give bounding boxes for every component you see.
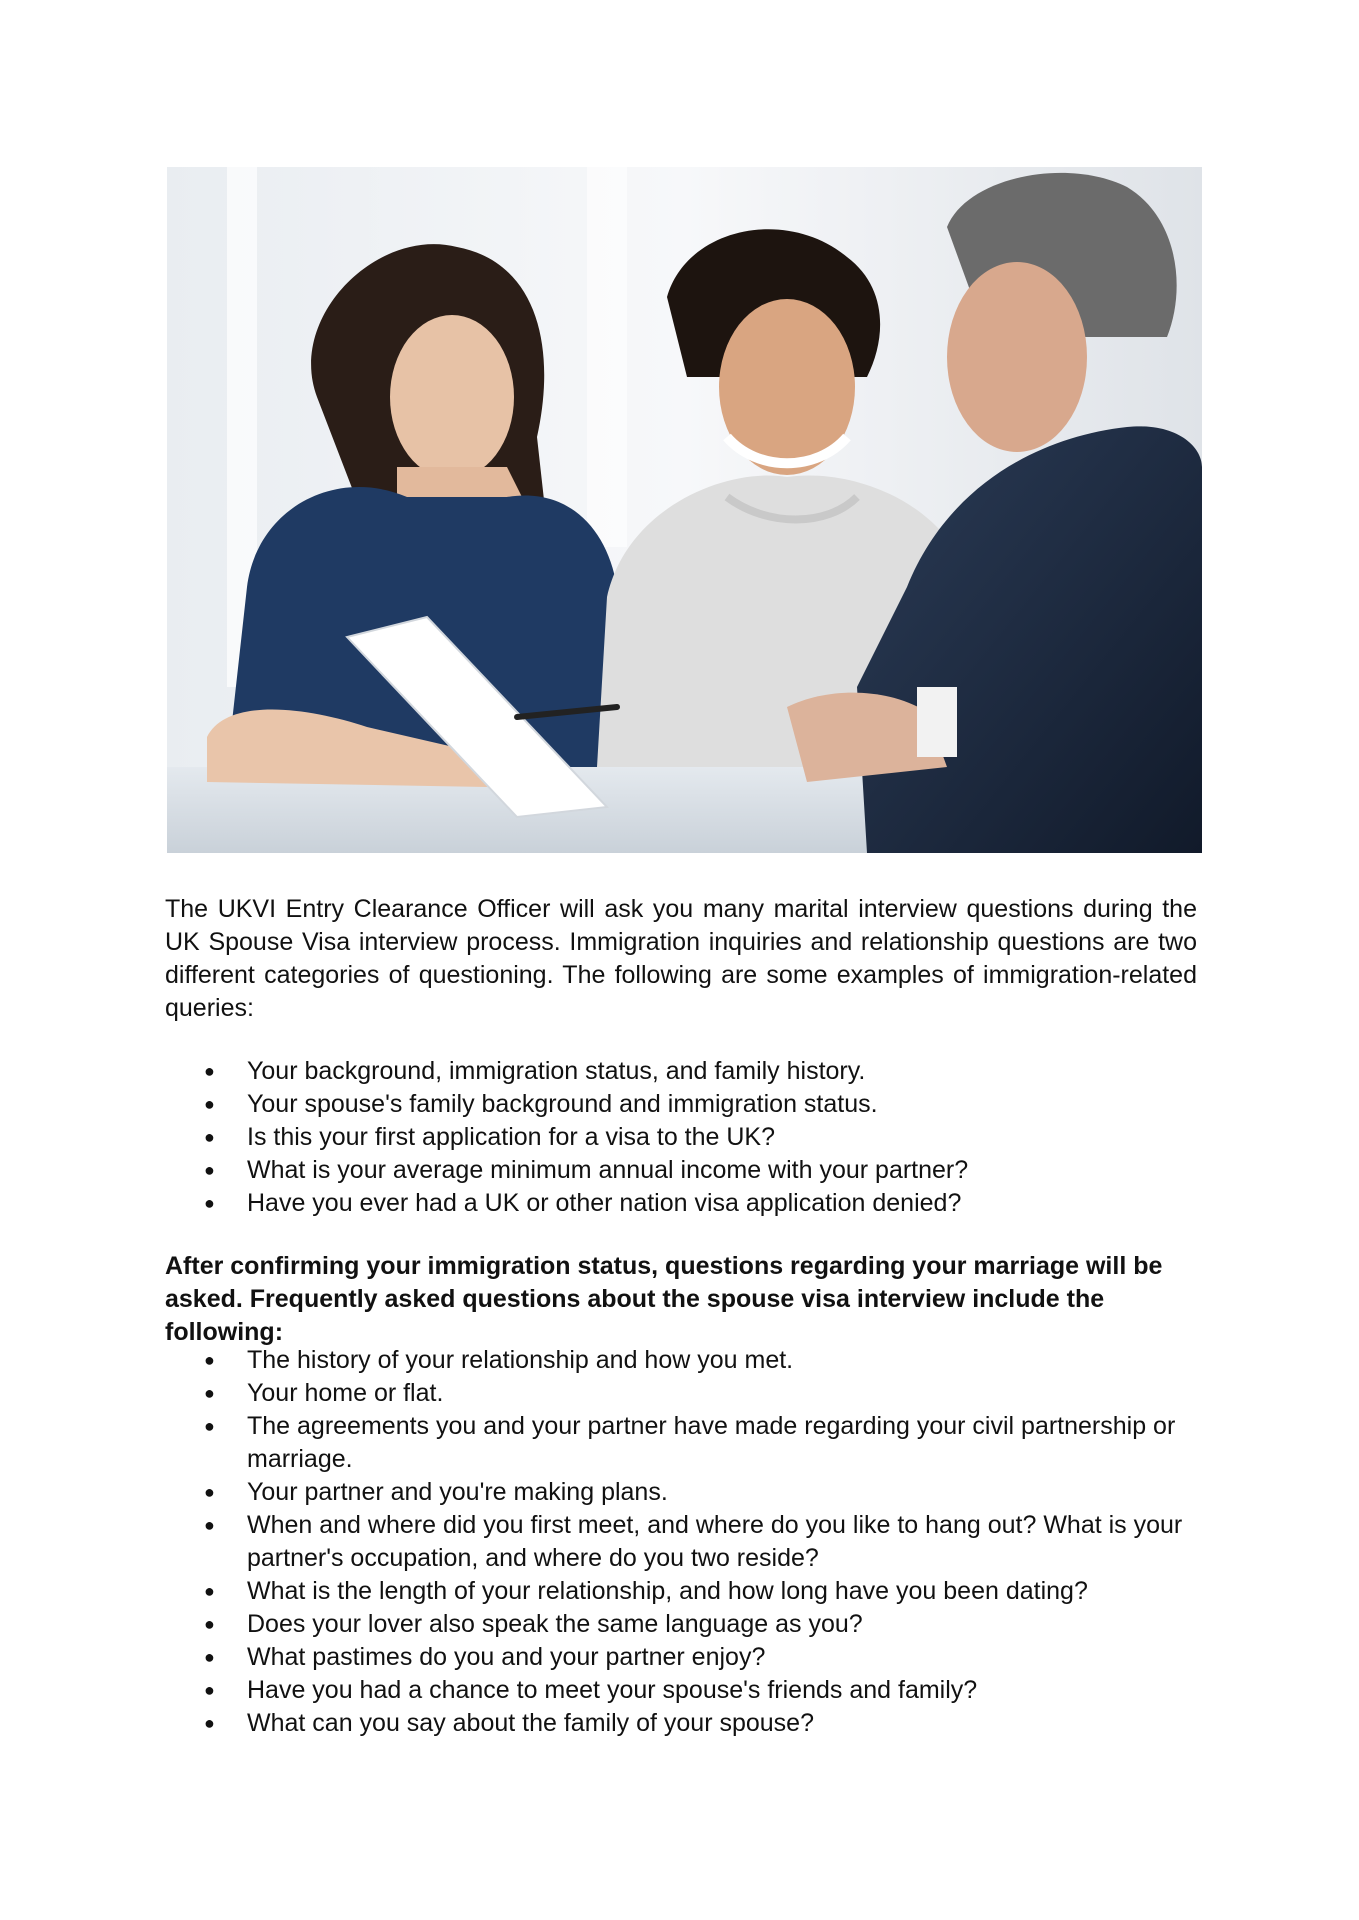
photo-illustration <box>167 167 1202 853</box>
bullet-icon: ● <box>204 1515 215 1535</box>
list-item: ● The agreements you and your partner have made regarding your civil partnership or marriage. <box>204 1412 1176 1473</box>
marriage-questions-list <box>165 1344 1197 1740</box>
marriage-intro-paragraph: After confirming your immigration status, questions regarding your marriage will be asked. Frequently asked questions about the spouse visa interview include the following: <box>165 1252 1163 1346</box>
bullet-icon: ● <box>204 1350 215 1370</box>
bullet-icon: ● <box>204 1193 215 1213</box>
list-item: ● Have you ever had a UK or other nation visa application denied? <box>165 1187 1197 1220</box>
bullet-icon: ● <box>204 1094 215 1114</box>
bullet-icon: ● <box>204 1482 215 1502</box>
list-item: ● When and where did you first meet, and where do you like to hang out? What is your partner's occupation, and where do you two reside? <box>204 1511 1183 1572</box>
list-item: ● Your spouse's family background and immigration status. <box>165 1088 1197 1121</box>
couple-consultation-photo <box>167 167 1202 853</box>
list-item: ● Your home or flat. <box>165 1377 1197 1410</box>
list-item: ● Have you had a chance to meet your spouse's friends and family? <box>165 1674 1197 1707</box>
bullet-icon: ● <box>204 1713 215 1733</box>
list-item: ● What pastimes do you and your partner enjoy? <box>165 1641 1197 1674</box>
bullet-icon: ● <box>204 1581 215 1601</box>
bullet-icon: ● <box>204 1127 215 1147</box>
list-item: ● Does your lover also speak the same language as you? <box>165 1608 1197 1641</box>
bullet-icon: ● <box>204 1647 215 1667</box>
list-item: ● Is this your first application for a visa to the UK? <box>165 1121 1197 1154</box>
bullet-icon: ● <box>204 1160 215 1180</box>
bullet-icon: ● <box>204 1614 215 1634</box>
list-item: ● What is the length of your relationship, and how long have you been dating? <box>165 1575 1197 1608</box>
list-item: ● The history of your relationship and how you met. <box>165 1344 1197 1377</box>
bullet-icon: ● <box>204 1680 215 1700</box>
list-item: ● What is your average minimum annual income with your partner? <box>165 1154 1197 1187</box>
immigration-questions-list <box>165 1055 1197 1220</box>
bullet-icon: ● <box>204 1383 215 1403</box>
bullet-icon: ● <box>204 1416 215 1436</box>
bullet-icon: ● <box>204 1061 215 1081</box>
list-item: ● Your background, immigration status, and family history. <box>165 1055 1197 1088</box>
list-item: ● Your partner and you're making plans. <box>165 1476 1197 1509</box>
list-item: ● What can you say about the family of your spouse? <box>165 1707 1197 1740</box>
intro-paragraph: The UKVI Entry Clearance Officer will ask you many marital interview questions during the UK Spouse Visa interview process. Immigration inquiries and relationship questions are two different categories of questioning. The following are some examples of immigration-related queries: <box>165 895 1197 1022</box>
